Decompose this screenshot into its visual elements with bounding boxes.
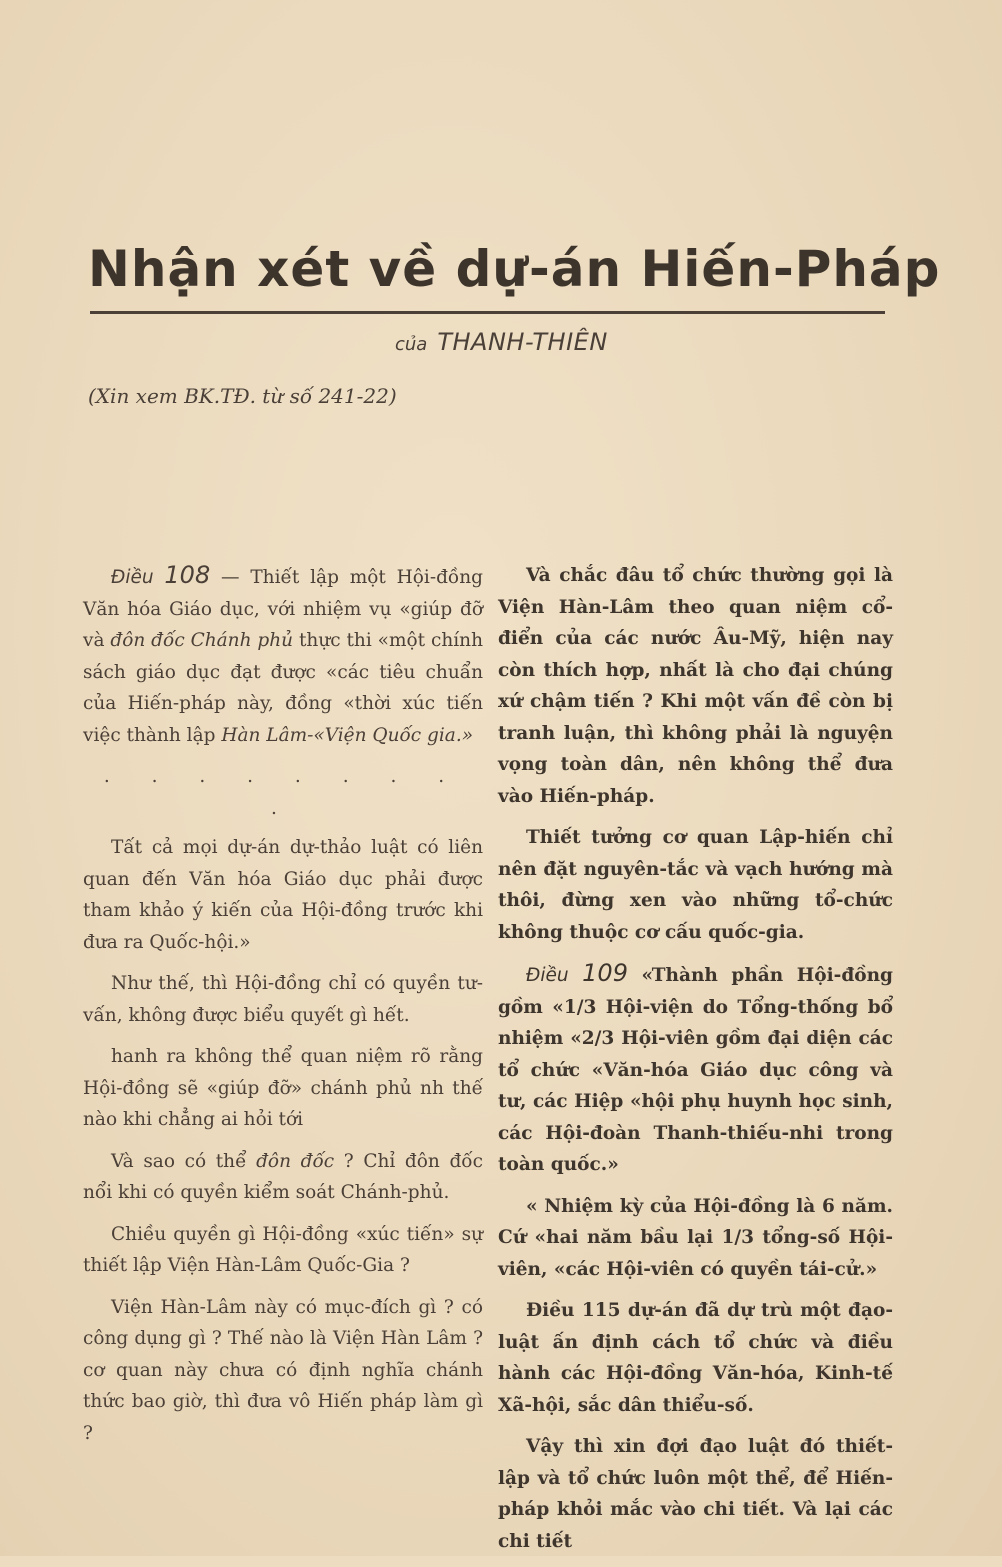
article-108-number: 108 [164, 561, 211, 589]
article-108-text-a: — Thiết lập một Hội-đồng Văn hóa Giáo dục, với nhiệm vụ «giúp đỡ và [83, 567, 483, 651]
europe-paragraph: Và chắc đâu tổ chức thường gọi là Viện Hàn-Lâm theo quan niệm cổ-điển của các nước Âu-Mỹ, hiện nay còn thích hợp, nhất là cho đại chúng xứ chậm tiến ? Khi một vấn đề còn bị tranh luận, thì không phải là nguyện vọng toàn dân, nên không thể đưa vào Hiến-pháp. [498, 565, 893, 807]
article-108-text-b: thực thi «một chính sách giáo dục đạt được «các tiêu chuẩn của Hiến-pháp này, đồng «thời xúc tiến việc thành lập [83, 630, 483, 746]
consultation-paragraph: Tất cả mọi dự-án dự-thảo luật có liên quan đến Văn hóa Giáo dục phải được tham khảo ý kiến của Hội-đồng trước khi đưa ra Quốc-hội.» [83, 837, 483, 953]
advisory-paragraph: Như thế, thì Hội-đồng chỉ có quyền tư-vấn, không được biểu quyết gì hết. [83, 973, 483, 1026]
urge-paragraph [83, 1146, 483, 1209]
reference-note: (Xin xem BK.TĐ. từ số 241-22) [88, 384, 397, 408]
left-column [83, 560, 483, 1459]
wait-paragraph: Vậy thì xin đợi đạo luật đó thiết-lập và tổ chức luôn một thể, để Hiến-pháp khỏi mắc vào chi tiết. Và lại các chi tiết [498, 1436, 893, 1552]
article-title: Nhận xét về dự-án Hiến-Pháp [88, 240, 941, 298]
article-108-emphasis-2: Hàn Lâm-«Viện Quốc gia.» [221, 724, 474, 746]
principle-paragraph: Thiết tưởng cơ quan Lập-hiến chỉ nên đặt nguyên-tắc và vạch hướng mà thôi, đừng xen vào những tổ-chức không thuộc cơ cấu quốc-gia. [498, 827, 893, 943]
ellipsis-separator: . . . . . . . . . [103, 766, 463, 819]
article-109-label: Điều [526, 965, 569, 986]
term-paragraph: « Nhiệm kỳ của Hội-đồng là 6 năm. Cứ «hai năm bầu lại 1/3 tổng-số Hội-viên, «các Hội-viên có quyền tái-cử.» [498, 1195, 893, 1280]
article-109-paragraph [498, 958, 893, 1181]
byline-author: THANH-THIÊN [437, 328, 608, 356]
byline-prefix: của [395, 334, 428, 355]
urge-text-b: ? Chỉ đôn đốc nổi khi có quyền kiểm soát Chánh-phủ. [83, 1150, 483, 1203]
help-paragraph: hanh ra không thể quan niệm rõ rằng Hội-đồng sẽ «giúp đỡ» chánh phủ nh thế nào khi chẳng ai hỏi tới [83, 1046, 483, 1130]
article-108-emphasis: đôn đốc Chánh phủ [110, 630, 294, 651]
right-column [498, 560, 893, 1567]
promote-paragraph: Chiều quyền gì Hội-đồng «xúc tiến» sự thiết lập Viện Hàn-Lâm Quốc-Gia ? [83, 1223, 483, 1276]
academy-paragraph: Viện Hàn-Lâm này có mục-đích gì ? có công dụng gì ? Thế nào là Viện Hàn Lâm ? cơ quan này chưa có định nghĩa chánh thức bao giờ, thì đưa vô Hiến pháp làm gì ? [83, 1296, 483, 1444]
article-108-label: Điều [111, 567, 154, 588]
article-109-text: «Thành phần Hội-đồng gồm «1/3 Hội-viện do Tổng-thống bổ nhiệm «2/3 Hội-viên gồm đại diện các tổ chức «Văn-hóa Giáo dục công và tư, các Hiệp «hội phụ huynh học sinh, các Hội-đoàn Thanh-thiếu-nhi trong toàn quốc.» [498, 965, 893, 1175]
article-115-paragraph: Điều 115 dự-án đã dự trù một đạo-luật ấn định cách tổ chức và điều hành các Hội-đồng Văn-hóa, Kinh-tế Xã-hội, sắc dân thiểu-số. [498, 1300, 893, 1416]
title-underline [90, 311, 885, 314]
urge-text-a: Và sao có thể [111, 1150, 257, 1172]
urge-emphasis: đôn đốc [256, 1150, 335, 1172]
article-109-number: 109 [582, 959, 628, 987]
byline [395, 328, 608, 356]
article-108-paragraph [83, 560, 483, 751]
